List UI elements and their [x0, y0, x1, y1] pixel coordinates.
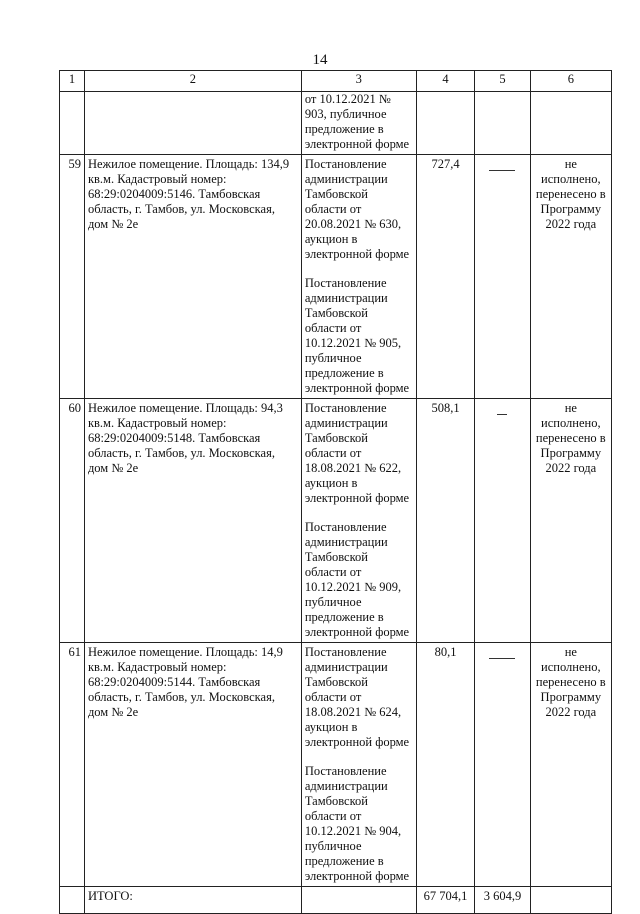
header-cell-5: 5: [475, 71, 530, 92]
decree-cell: [301, 399, 416, 643]
header-cell-6: 6: [530, 71, 611, 92]
status-note: не исполнено, перенесено в Программу 2022 года: [530, 643, 611, 887]
decree-cell: [301, 643, 416, 887]
page-number: 14: [312, 52, 328, 68]
table-header-row: [60, 71, 612, 92]
continuation-row: [60, 92, 612, 155]
row-number: 61: [60, 643, 85, 887]
dash-mark: [489, 658, 515, 659]
total-label: ИТОГО:: [84, 887, 301, 914]
total-row: [60, 887, 612, 914]
row-number: 60: [60, 399, 85, 643]
actual-value: [475, 643, 530, 887]
dash-mark: [497, 414, 507, 415]
decree-public-offer: Постановление администрации Тамбовской области от 10.12.2021 № 905, публичное предложение в электронной форме: [304, 276, 410, 395]
row-number: 59: [60, 155, 85, 399]
actual-value: [475, 155, 530, 399]
object-description: Нежилое помещение. Площадь: 134,9 кв.м. Кадастровый номер: 68:29:0204009:5146. Тамбовская область, г. Тамбов, ул. Московская, дом № 2е: [84, 155, 301, 399]
decree-auction: Постановление администрации Тамбовской области от 18.08.2021 № 624, аукцион в электронной форме: [304, 645, 410, 749]
header-cell-3: 3: [301, 71, 416, 92]
planned-value: 508,1: [416, 399, 475, 643]
planned-value: 727,4: [416, 155, 475, 399]
total-planned: 67 704,1: [416, 887, 475, 914]
decree-public-offer: Постановление администрации Тамбовской области от 10.12.2021 № 909, публичное предложение в электронной форме: [304, 520, 410, 639]
total-actual: 3 604,9: [475, 887, 530, 914]
status-note: не исполнено, перенесено в Программу 2022 года: [530, 399, 611, 643]
status-note: не исполнено, перенесено в Программу 2022 года: [530, 155, 611, 399]
planned-value: 80,1: [416, 643, 475, 887]
header-cell-1: 1: [60, 71, 85, 92]
continuation-decree: от 10.12.2021 № 903, публичное предложение в электронной форме: [301, 92, 416, 155]
object-description: Нежилое помещение. Площадь: 94,3 кв.м. Кадастровый номер: 68:29:0204009:5148. Тамбовская область, г. Тамбов, ул. Московская, дом № 2е: [84, 399, 301, 643]
decree-public-offer: Постановление администрации Тамбовской области от 10.12.2021 № 904, публичное предложение в электронной форме: [304, 764, 410, 883]
actual-value: [475, 399, 530, 643]
decree-cell: [301, 155, 416, 399]
header-cell-4: 4: [416, 71, 475, 92]
program-table: [59, 70, 612, 914]
decree-auction: Постановление администрации Тамбовской области от 18.08.2021 № 622, аукцион в электронной форме: [304, 401, 410, 505]
object-description: Нежилое помещение. Площадь: 14,9 кв.м. Кадастровый номер: 68:29:0204009:5144. Тамбовская область, г. Тамбов, ул. Московская, дом № 2е: [84, 643, 301, 887]
decree-auction: Постановление администрации Тамбовской области от 20.08.2021 № 630, аукцион в электронной форме: [304, 157, 410, 261]
table-row: [60, 155, 612, 399]
header-cell-2: 2: [84, 71, 301, 92]
table-row: [60, 643, 612, 887]
table-row: [60, 399, 612, 643]
dash-mark: [489, 170, 515, 171]
